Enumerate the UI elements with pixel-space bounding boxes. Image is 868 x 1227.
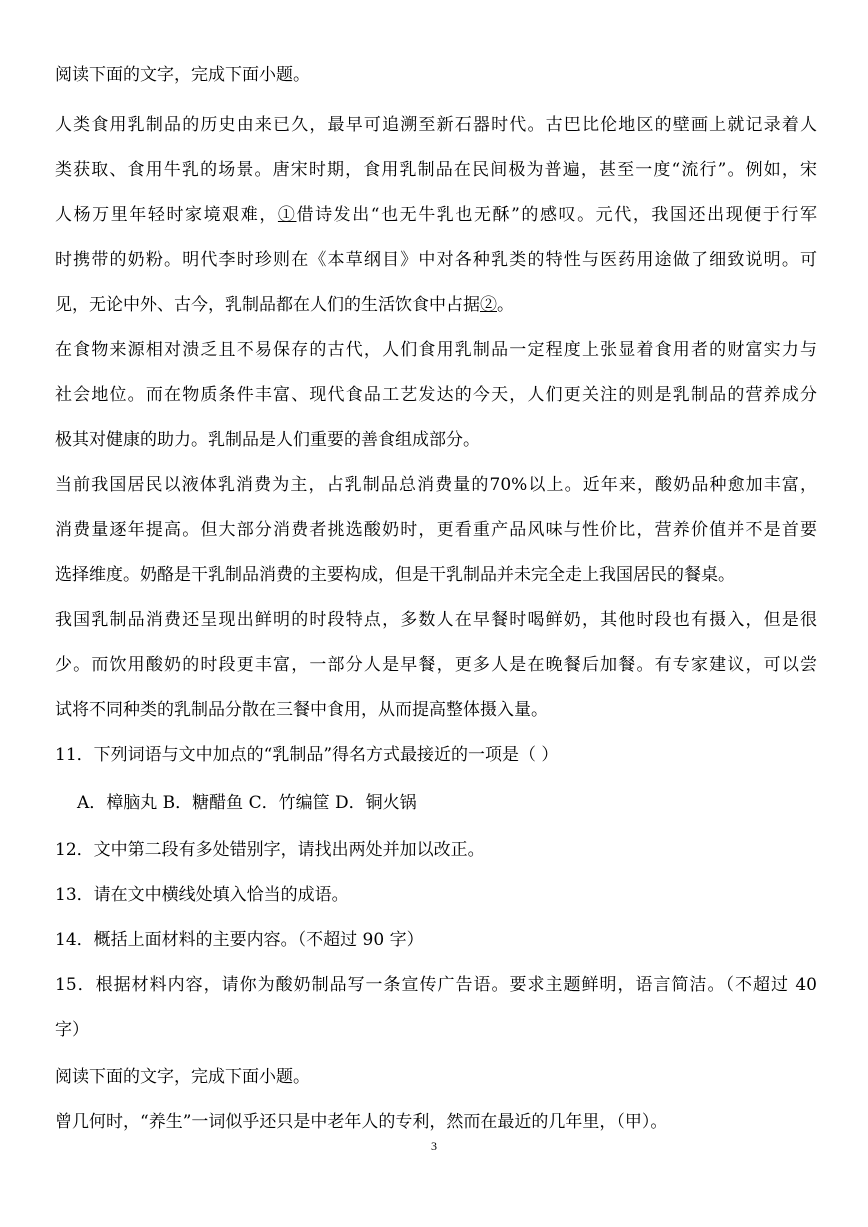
p3-line1: 当前我国居民以液体乳消费为主，占乳制品总消费量的70%以上。近年来，酸奶品种愈加丰富， — [55, 475, 817, 495]
p1-line5 — [55, 295, 817, 315]
passage2-line1: 曾几何时，“养生”一词似乎还只是中老年人的专利，然而在最近的几年里，（甲）。 — [55, 1112, 668, 1132]
blank-1: ① — [277, 205, 297, 225]
question-11: 11．下列词语与文中加点的“乳制品”得名方式最接近的一项是（ ） — [55, 745, 559, 765]
p4-line3: 试将不同种类的乳制品分散在三餐中食用，从而提高整体摄入量。 — [55, 700, 548, 720]
p2-line3: 极其对健康的助力。乳制品是人们重要的善食组成部分。 — [55, 430, 480, 450]
p2-line2: 社会地位。而在物质条件丰富、现代食品工艺发达的今天，人们更关注的则是乳制品的营养成分 — [55, 385, 817, 405]
passage2-intro: 阅读下面的文字，完成下面小题。 — [55, 1067, 310, 1087]
p4-line2: 少。而饮用酸奶的时段更丰富，一部分人是早餐，更多人是在晚餐后加餐。有专家建议，可以尝 — [55, 655, 817, 675]
passage1-intro: 阅读下面的文字，完成下面小题。 — [55, 65, 310, 85]
p1-line3-b: 借诗发出“也无牛乳也无酥”的感叹。元代，我国还出现便于行军 — [296, 205, 818, 225]
p4-line1: 我国乳制品消费还呈现出鲜明的时段特点，多数人在早餐时喝鲜奶，其他时段也有摄入，但是很 — [55, 610, 817, 630]
question-15-line2: 字） — [55, 1020, 89, 1040]
p3-line3: 选择维度。奶酪是干乳制品消费的主要构成，但是干乳制品并未完全走上我国居民的餐桌。 — [55, 565, 735, 585]
p1-line3-a: 人杨万里年轻时家境艰难， — [55, 205, 278, 225]
p1-line3 — [55, 205, 817, 225]
p1-line2: 类获取、食用牛乳的场景。唐宋时期，食用乳制品在民间极为普遍，甚至一度“流行”。例如，宋 — [55, 160, 817, 180]
question-15-line1: 15．根据材料内容，请你为酸奶制品写一条宣传广告语。要求主题鲜明，语言简洁。（不超过 40 — [55, 975, 817, 995]
blank-2: ② — [480, 295, 497, 315]
p1-line5-b: 。 — [497, 295, 514, 315]
p3-line2: 消费量逐年提高。但大部分消费者挑选酸奶时，更看重产品风味与性价比，营养价值并不是首要 — [55, 520, 817, 540]
p2-line1: 在食物来源相对溃乏且不易保存的古代，人们食用乳制品一定程度上张显着食用者的财富实力与 — [55, 340, 817, 360]
p1-line5-a: 见，无论中外、古今，乳制品都在人们的生活饮食中占据 — [55, 295, 480, 315]
question-13: 13．请在文中横线处填入恰当的成语。 — [55, 885, 349, 905]
p1-line1: 人类食用乳制品的历史由来已久，最早可追溯至新石器时代。古巴比伦地区的壁画上就记录着人 — [55, 115, 817, 135]
question-11-options: A．樟脑丸 B．糖醋鱼 C．竹编筐 D．铜火锅 — [77, 793, 417, 813]
question-12: 12．文中第二段有多处错别字，请找出两处并加以改正。 — [55, 840, 485, 860]
p1-line4: 时携带的奶粉。明代李时珍则在《本草纲目》中对各种乳类的特性与医药用途做了细致说明。可 — [55, 250, 817, 270]
question-14: 14．概括上面材料的主要内容。（不超过 90 字） — [55, 930, 424, 950]
page-number: 3 — [431, 1139, 437, 1153]
